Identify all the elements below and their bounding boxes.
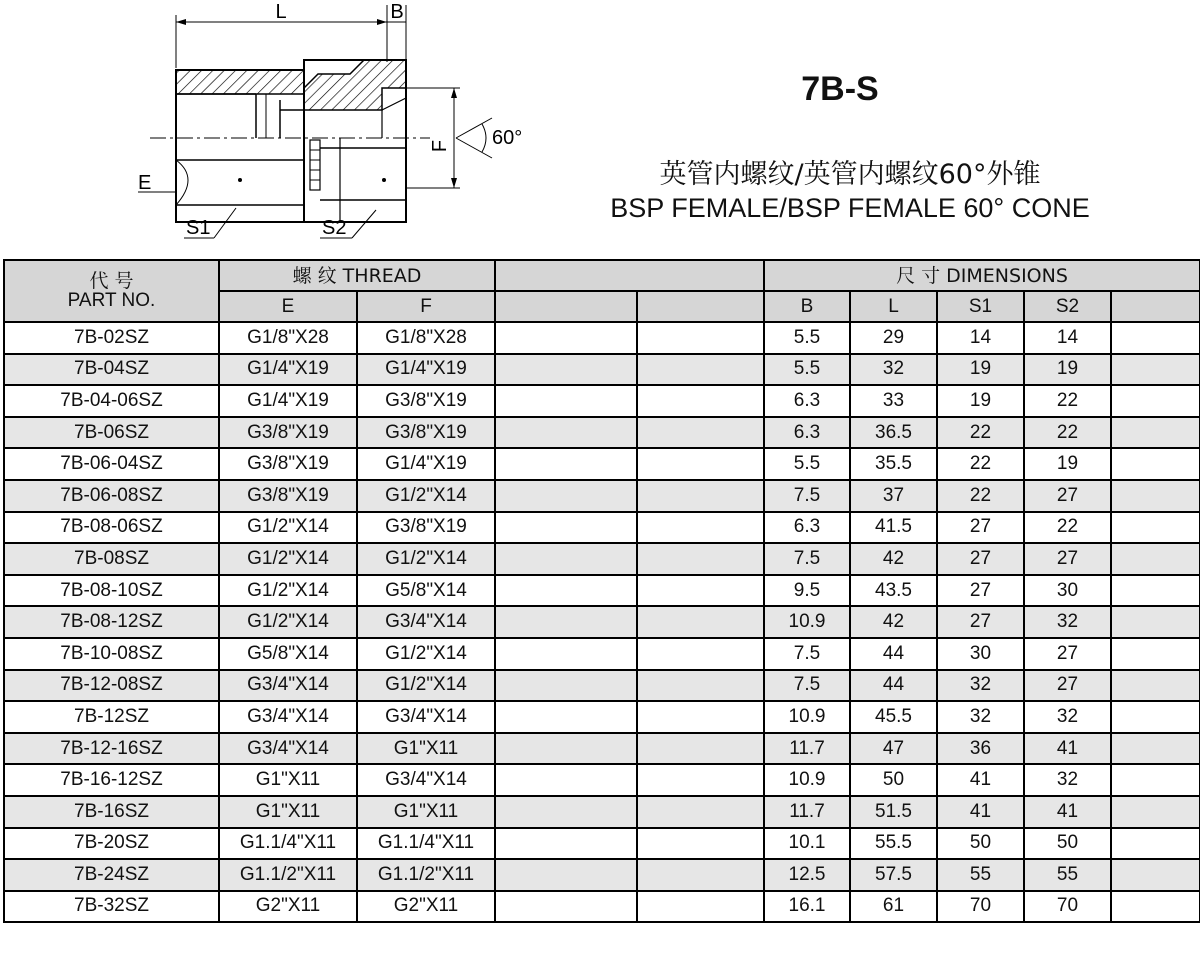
cell-part-no: 7B-12-08SZ xyxy=(4,670,219,702)
cell-thread-e: G2"X11 xyxy=(219,891,357,923)
cell-blank xyxy=(1111,828,1200,860)
cell-dim-s2: 27 xyxy=(1024,638,1111,670)
cell-part-no: 7B-08SZ xyxy=(4,543,219,575)
cell-part-no: 7B-20SZ xyxy=(4,828,219,860)
cell-thread-e: G3/4"X14 xyxy=(219,701,357,733)
cell-dim-s2: 19 xyxy=(1024,448,1111,480)
cell-dim-s2: 22 xyxy=(1024,417,1111,449)
cell-blank xyxy=(637,543,764,575)
cell-dim-l: 51.5 xyxy=(850,796,937,828)
cell-thread-e: G1"X11 xyxy=(219,796,357,828)
cell-dim-s2: 30 xyxy=(1024,575,1111,607)
cell-dim-b: 6.3 xyxy=(764,417,850,449)
spec-table xyxy=(3,259,1200,923)
cell-thread-e: G1/4"X19 xyxy=(219,354,357,386)
table-row xyxy=(4,606,1200,638)
cell-thread-e: G1/8"X28 xyxy=(219,322,357,354)
cell-blank xyxy=(637,670,764,702)
cell-blank xyxy=(637,385,764,417)
cell-thread-f: G3/4"X14 xyxy=(357,701,495,733)
cell-dim-b: 10.9 xyxy=(764,701,850,733)
cell-blank xyxy=(637,512,764,544)
cell-dim-s1: 27 xyxy=(937,575,1024,607)
cell-blank xyxy=(495,448,637,480)
cell-thread-f: G1.1/2"X11 xyxy=(357,859,495,891)
cell-blank xyxy=(495,670,637,702)
cell-blank xyxy=(637,733,764,765)
cell-dim-l: 32 xyxy=(850,354,937,386)
header-dimensions: 尺 寸 DIMENSIONS xyxy=(764,260,1200,291)
cell-dim-l: 44 xyxy=(850,638,937,670)
cell-blank xyxy=(1111,512,1200,544)
cell-thread-f: G3/4"X14 xyxy=(357,764,495,796)
cell-part-no: 7B-24SZ xyxy=(4,859,219,891)
table-body xyxy=(4,322,1200,922)
cell-dim-s2: 22 xyxy=(1024,512,1111,544)
cell-blank xyxy=(637,606,764,638)
cell-dim-s2: 14 xyxy=(1024,322,1111,354)
table-row xyxy=(4,322,1200,354)
cell-dim-s2: 41 xyxy=(1024,796,1111,828)
cell-dim-l: 57.5 xyxy=(850,859,937,891)
cell-blank xyxy=(495,385,637,417)
table-row xyxy=(4,891,1200,923)
cell-thread-f: G3/8"X19 xyxy=(357,512,495,544)
cell-thread-e: G1"X11 xyxy=(219,764,357,796)
cell-thread-e: G1/2"X14 xyxy=(219,512,357,544)
table-row xyxy=(4,670,1200,702)
cell-dim-l: 45.5 xyxy=(850,701,937,733)
cell-part-no: 7B-08-10SZ xyxy=(4,575,219,607)
cell-dim-s1: 22 xyxy=(937,417,1024,449)
cell-part-no: 7B-06SZ xyxy=(4,417,219,449)
table-row xyxy=(4,859,1200,891)
header-part-cn: 代 号 xyxy=(89,270,134,292)
table-row xyxy=(4,701,1200,733)
cell-dim-b: 5.5 xyxy=(764,322,850,354)
cell-blank xyxy=(637,859,764,891)
cell-blank xyxy=(495,354,637,386)
cell-part-no: 7B-10-08SZ xyxy=(4,638,219,670)
cell-part-no: 7B-12SZ xyxy=(4,701,219,733)
cell-dim-b: 7.5 xyxy=(764,480,850,512)
cell-dim-s2: 22 xyxy=(1024,385,1111,417)
cell-blank xyxy=(1111,543,1200,575)
cell-dim-s2: 50 xyxy=(1024,828,1111,860)
cell-dim-s1: 50 xyxy=(937,828,1024,860)
cell-blank xyxy=(1111,480,1200,512)
cell-dim-s1: 22 xyxy=(937,448,1024,480)
cell-thread-f: G3/8"X19 xyxy=(357,417,495,449)
cell-dim-s1: 27 xyxy=(937,512,1024,544)
cell-dim-b: 16.1 xyxy=(764,891,850,923)
cell-dim-s1: 36 xyxy=(937,733,1024,765)
cell-dim-l: 41.5 xyxy=(850,512,937,544)
cell-thread-f: G1/4"X19 xyxy=(357,448,495,480)
cell-dim-s1: 32 xyxy=(937,670,1024,702)
cell-thread-f: G2"X11 xyxy=(357,891,495,923)
cell-blank xyxy=(495,543,637,575)
cell-thread-e: G3/4"X14 xyxy=(219,670,357,702)
header-part-no xyxy=(4,260,219,322)
cell-blank xyxy=(637,891,764,923)
header-thread: 螺 纹 THREAD xyxy=(219,260,495,291)
header-s2: S2 xyxy=(1024,291,1111,322)
cell-dim-b: 11.7 xyxy=(764,733,850,765)
cell-dim-s2: 70 xyxy=(1024,891,1111,923)
cell-blank xyxy=(1111,575,1200,607)
cell-dim-s1: 19 xyxy=(937,354,1024,386)
cell-thread-f: G1/2"X14 xyxy=(357,670,495,702)
cell-blank xyxy=(495,417,637,449)
table-row xyxy=(4,796,1200,828)
angle-label: 60° xyxy=(492,127,523,149)
cell-blank xyxy=(495,828,637,860)
cell-dim-s1: 27 xyxy=(937,543,1024,575)
cell-blank xyxy=(1111,354,1200,386)
header-blank-1 xyxy=(495,291,637,322)
header-part-en: PART NO. xyxy=(67,290,156,311)
cell-dim-l: 37 xyxy=(850,480,937,512)
cell-dim-s2: 27 xyxy=(1024,670,1111,702)
dim-L-label: L xyxy=(275,1,287,23)
cell-thread-f: G1.1/4"X11 xyxy=(357,828,495,860)
cell-dim-s2: 41 xyxy=(1024,733,1111,765)
cell-dim-b: 6.3 xyxy=(764,512,850,544)
cell-dim-s1: 70 xyxy=(937,891,1024,923)
dim-F-label: F xyxy=(429,139,451,153)
cell-blank xyxy=(495,733,637,765)
cell-dim-s1: 41 xyxy=(937,796,1024,828)
cell-blank xyxy=(637,764,764,796)
cell-dim-b: 7.5 xyxy=(764,638,850,670)
table-row xyxy=(4,575,1200,607)
cell-blank xyxy=(637,354,764,386)
cell-dim-b: 10.9 xyxy=(764,606,850,638)
table-row xyxy=(4,828,1200,860)
cell-blank xyxy=(1111,701,1200,733)
cell-dim-b: 7.5 xyxy=(764,670,850,702)
cell-dim-s2: 19 xyxy=(1024,354,1111,386)
fitting-drawing xyxy=(0,0,560,258)
cell-part-no: 7B-04-06SZ xyxy=(4,385,219,417)
cell-dim-s1: 22 xyxy=(937,480,1024,512)
cell-blank xyxy=(1111,733,1200,765)
cell-thread-f: G1/2"X14 xyxy=(357,480,495,512)
cell-part-no: 7B-08-06SZ xyxy=(4,512,219,544)
header-e: E xyxy=(219,291,357,322)
table-row xyxy=(4,385,1200,417)
cell-blank xyxy=(637,448,764,480)
cell-thread-e: G1/2"X14 xyxy=(219,606,357,638)
cell-blank xyxy=(1111,322,1200,354)
cell-blank xyxy=(637,322,764,354)
cell-thread-f: G1/2"X14 xyxy=(357,543,495,575)
cell-dim-b: 6.3 xyxy=(764,385,850,417)
cell-dim-s2: 32 xyxy=(1024,764,1111,796)
cell-dim-s1: 32 xyxy=(937,701,1024,733)
cell-blank xyxy=(495,575,637,607)
cell-dim-l: 44 xyxy=(850,670,937,702)
cell-thread-f: G1"X11 xyxy=(357,796,495,828)
cell-dim-s2: 32 xyxy=(1024,606,1111,638)
cell-dim-b: 12.5 xyxy=(764,859,850,891)
cell-dim-l: 43.5 xyxy=(850,575,937,607)
cell-blank xyxy=(637,828,764,860)
label-E: E xyxy=(138,172,152,194)
cell-dim-s2: 27 xyxy=(1024,543,1111,575)
cell-blank xyxy=(1111,764,1200,796)
cell-dim-b: 5.5 xyxy=(764,354,850,386)
cell-thread-e: G1/2"X14 xyxy=(219,543,357,575)
cell-blank xyxy=(495,796,637,828)
cell-part-no: 7B-12-16SZ xyxy=(4,733,219,765)
cell-blank xyxy=(1111,670,1200,702)
cell-thread-e: G3/4"X14 xyxy=(219,733,357,765)
cell-thread-e: G1.1/4"X11 xyxy=(219,828,357,860)
cell-blank xyxy=(1111,606,1200,638)
label-S1: S1 xyxy=(186,217,211,239)
cell-part-no: 7B-16SZ xyxy=(4,796,219,828)
cell-dim-l: 33 xyxy=(850,385,937,417)
cell-dim-s1: 27 xyxy=(937,606,1024,638)
cell-part-no: 7B-06-04SZ xyxy=(4,448,219,480)
cell-dim-s2: 27 xyxy=(1024,480,1111,512)
header-row-1 xyxy=(4,260,1200,291)
cell-dim-s1: 30 xyxy=(937,638,1024,670)
cell-part-no: 7B-32SZ xyxy=(4,891,219,923)
cell-dim-s2: 55 xyxy=(1024,859,1111,891)
cell-dim-s2: 32 xyxy=(1024,701,1111,733)
cell-dim-l: 42 xyxy=(850,606,937,638)
cell-part-no: 7B-02SZ xyxy=(4,322,219,354)
cell-dim-b: 10.9 xyxy=(764,764,850,796)
cell-thread-f: G1/4"X19 xyxy=(357,354,495,386)
cell-thread-e: G3/8"X19 xyxy=(219,417,357,449)
cell-blank xyxy=(495,322,637,354)
cell-blank xyxy=(495,859,637,891)
cell-thread-f: G3/8"X19 xyxy=(357,385,495,417)
table-row xyxy=(4,543,1200,575)
cell-dim-b: 10.1 xyxy=(764,828,850,860)
dim-B-label: B xyxy=(390,1,404,23)
cell-blank xyxy=(637,638,764,670)
header-blank xyxy=(495,260,764,291)
model-code: 7B-S xyxy=(801,70,879,108)
cell-dim-s1: 41 xyxy=(937,764,1024,796)
cell-dim-s1: 14 xyxy=(937,322,1024,354)
cell-part-no: 7B-08-12SZ xyxy=(4,606,219,638)
cell-dim-l: 50 xyxy=(850,764,937,796)
cell-blank xyxy=(495,764,637,796)
cell-part-no: 7B-16-12SZ xyxy=(4,764,219,796)
cell-dim-s1: 55 xyxy=(937,859,1024,891)
cell-thread-e: G3/8"X19 xyxy=(219,480,357,512)
cell-thread-e: G5/8"X14 xyxy=(219,638,357,670)
cell-dim-b: 7.5 xyxy=(764,543,850,575)
cell-thread-e: G3/8"X19 xyxy=(219,448,357,480)
cell-blank xyxy=(637,575,764,607)
cell-dim-s1: 19 xyxy=(937,385,1024,417)
cell-thread-f: G1/2"X14 xyxy=(357,638,495,670)
cell-blank xyxy=(495,606,637,638)
cell-part-no: 7B-06-08SZ xyxy=(4,480,219,512)
cell-blank xyxy=(495,638,637,670)
table-row xyxy=(4,448,1200,480)
cell-thread-e: G1.1/2"X11 xyxy=(219,859,357,891)
table-row xyxy=(4,512,1200,544)
title-chinese: 英管内螺纹/英管内螺纹60°外锥 xyxy=(659,159,1041,190)
cell-thread-e: G1/2"X14 xyxy=(219,575,357,607)
cell-dim-l: 35.5 xyxy=(850,448,937,480)
header-f: F xyxy=(357,291,495,322)
cell-blank xyxy=(1111,385,1200,417)
header-l: L xyxy=(850,291,937,322)
cell-blank xyxy=(1111,891,1200,923)
cell-blank xyxy=(495,480,637,512)
cell-dim-l: 29 xyxy=(850,322,937,354)
table-row xyxy=(4,733,1200,765)
cell-blank xyxy=(495,512,637,544)
cell-blank xyxy=(495,701,637,733)
cell-blank xyxy=(637,701,764,733)
header-s1: S1 xyxy=(937,291,1024,322)
cell-dim-b: 9.5 xyxy=(764,575,850,607)
cell-thread-f: G5/8"X14 xyxy=(357,575,495,607)
cell-dim-b: 11.7 xyxy=(764,796,850,828)
cell-dim-l: 47 xyxy=(850,733,937,765)
header-blank-3 xyxy=(1111,291,1200,322)
cell-thread-f: G1/8"X28 xyxy=(357,322,495,354)
header-b: B xyxy=(764,291,850,322)
cell-blank xyxy=(495,891,637,923)
cell-blank xyxy=(1111,448,1200,480)
cell-thread-f: G3/4"X14 xyxy=(357,606,495,638)
header-blank-2 xyxy=(637,291,764,322)
table-row xyxy=(4,638,1200,670)
cell-blank xyxy=(1111,417,1200,449)
cell-blank xyxy=(1111,859,1200,891)
cell-blank xyxy=(1111,796,1200,828)
cell-blank xyxy=(637,417,764,449)
table-row xyxy=(4,480,1200,512)
cell-blank xyxy=(1111,638,1200,670)
cell-blank xyxy=(637,480,764,512)
title-english: BSP FEMALE/BSP FEMALE 60° CONE xyxy=(610,193,1090,223)
cell-blank xyxy=(637,796,764,828)
table-row xyxy=(4,354,1200,386)
cell-dim-l: 36.5 xyxy=(850,417,937,449)
table-row xyxy=(4,764,1200,796)
cell-part-no: 7B-04SZ xyxy=(4,354,219,386)
cell-dim-l: 61 xyxy=(850,891,937,923)
cell-thread-f: G1"X11 xyxy=(357,733,495,765)
label-S2: S2 xyxy=(322,217,347,239)
cell-dim-l: 42 xyxy=(850,543,937,575)
cell-thread-e: G1/4"X19 xyxy=(219,385,357,417)
table-row xyxy=(4,417,1200,449)
cell-dim-l: 55.5 xyxy=(850,828,937,860)
cell-dim-b: 5.5 xyxy=(764,448,850,480)
